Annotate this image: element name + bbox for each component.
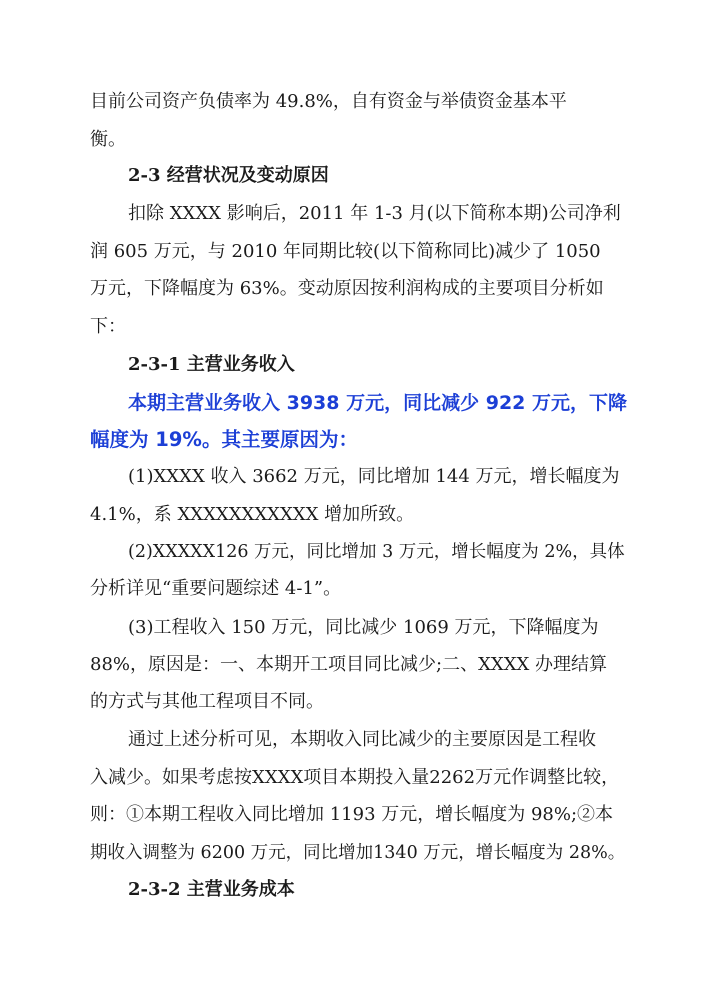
paragraph-line: 下： — [90, 316, 126, 337]
highlight-line: 本期主营业务收入 3938 万元，同比减少 922 万元，下降 — [128, 392, 628, 414]
paragraph-line: 润 605 万元，与 2010 年同期比较(以下简称同比)减少了 1050 — [90, 241, 601, 262]
section-heading-2-3: 2-3 经营状况及变动原因 — [128, 165, 329, 186]
paragraph-line: 分析详见“重要问题综述 4-1”。 — [90, 578, 342, 599]
paragraph-line: 目前公司资产负债率为 49.8%，自有资金与举债资金基本平 — [90, 91, 567, 112]
paragraph-line: 通过上述分析可见，本期收入同比减少的主要原因是工程收 — [128, 729, 596, 750]
paragraph-line: (3)工程收入 150 万元，同比减少 1069 万元，下降幅度为 — [128, 617, 599, 638]
paragraph-line: 4.1%，系 XXXXXXXXXXX 增加所致。 — [90, 504, 415, 525]
paragraph-line: 衡。 — [90, 129, 126, 150]
paragraph-line: 88%，原因是：一、本期开工项目同比减少;二、XXXX 办理结算 — [90, 654, 608, 675]
paragraph-line: 万元，下降幅度为 63%。变动原因按利润构成的主要项目分析如 — [90, 278, 604, 299]
section-heading-2-3-2: 2-3-2 主营业务成本 — [128, 879, 295, 900]
paragraph-line: 扣除 XXXX 影响后，2011 年 1-3 月(以下简称本期)公司净利 — [128, 203, 621, 224]
paragraph-line: (2)XXXXX126 万元，同比增加 3 万元，增长幅度为 2%，具体 — [128, 542, 625, 562]
highlight-line: 幅度为 19%。其主要原因为： — [90, 428, 358, 451]
paragraph-line: 则：①本期工程收入同比增加 1193 万元，增长幅度为 98%;②本 — [90, 804, 614, 825]
paragraph-line: 期收入调整为 6200 万元，同比增加1340 万元，增长幅度为 28%。 — [90, 843, 626, 863]
paragraph-line: 的方式与其他工程项目不同。 — [90, 691, 324, 712]
paragraph-line: 入减少。如果考虑按XXXX项目本期投入量2262万元作调整比较， — [90, 767, 620, 788]
paragraph-line: (1)XXXX 收入 3662 万元，同比增加 144 万元，增长幅度为 — [128, 466, 620, 487]
section-heading-2-3-1: 2-3-1 主营业务收入 — [128, 354, 295, 375]
